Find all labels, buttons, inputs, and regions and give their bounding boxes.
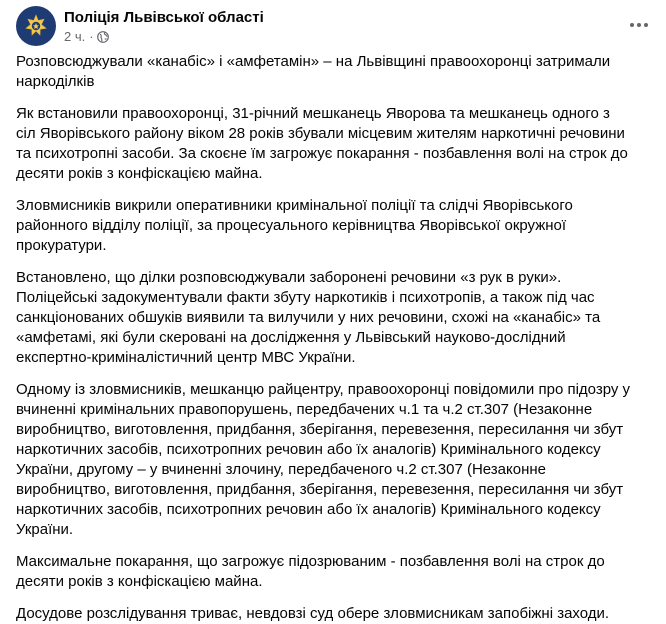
post-paragraph: Досудове розслідування триває, невдовзі суд обере зловмисникам запобіжні заходи. (16, 605, 610, 622)
post-paragraph: Як встановили правоохоронці, 31-річний мешканець Яворова та мешканець одного з сіл Яворівського району віком 28 років збували місцевим жителям наркотичні речовини та психотропні засоби. За скоєне їм загрожує покарання - позбавлення волі на строк до десяти років з конфіскацією майна. (16, 105, 628, 182)
more-options-button[interactable] (624, 10, 654, 40)
post-time-row (64, 29, 652, 45)
more-options-dot (637, 23, 641, 27)
post-header (16, 0, 652, 52)
post-paragraph: Максимальне покарання, що загрожує підозрюваним - позбавлення волі на строк до десяти років з конфіскацією майна. (16, 553, 605, 590)
police-badge-icon (23, 13, 49, 39)
post-headline: Розповсюджували «канабіс» і «амфетамін» – на Львівщині правоохоронці затримали наркоділків (16, 53, 611, 90)
more-options-dot (644, 23, 648, 27)
more-options-icon (630, 23, 634, 27)
post-timestamp[interactable]: 2 ч. (64, 29, 86, 44)
post-body (16, 52, 652, 624)
page-name-link[interactable]: Поліція Львівської області (64, 9, 264, 26)
post-meta (64, 6, 652, 45)
meta-separator: · (89, 29, 94, 44)
page-avatar[interactable] (16, 6, 56, 46)
globe-icon[interactable] (97, 31, 109, 43)
post-paragraph: Зловмисників викрили оперативники кримінальної поліції та слідчі Яворівського районного відділу поліції, за процесуального керівництва Яворівської окружної прокуратури. (16, 197, 573, 254)
post-paragraph: Одному із зловмисників, мешканцю райцентру, правоохоронці повідомили про підозру у вчиненні кримінальних правопорушень, передбачених ч.1 та ч.2 ст.307 (Незаконне виробництво, виготовлення, придбання, зберігання, перевезення, пересилання чи збут наркотичних засобів, психотропних речовин або їх аналогів) Кримінального кодексу України, другому – у вчиненні злочину, передбаченого ч.2 ст.307 (Незаконне виробництво, виготовлення, придбання, зберігання, перевезення, пересилання чи збут наркотичних засобів, психотропних речовин або їх аналогів) Кримінального кодексу України. (16, 381, 631, 538)
post-paragraph: Встановлено, що ділки розповсюджували заборонені речовини «з рук в руки». Поліцейські задокументували факти збуту наркотиків і психотропів, а також під час санкціонованих обшуків виявили та вилучили у них речовини, схожі на «канабіс» та «амфетамі, які були скеровані на дослідження у Львівський науково-дослідний експертно-криміналістичний центр МВС України. (16, 269, 601, 366)
